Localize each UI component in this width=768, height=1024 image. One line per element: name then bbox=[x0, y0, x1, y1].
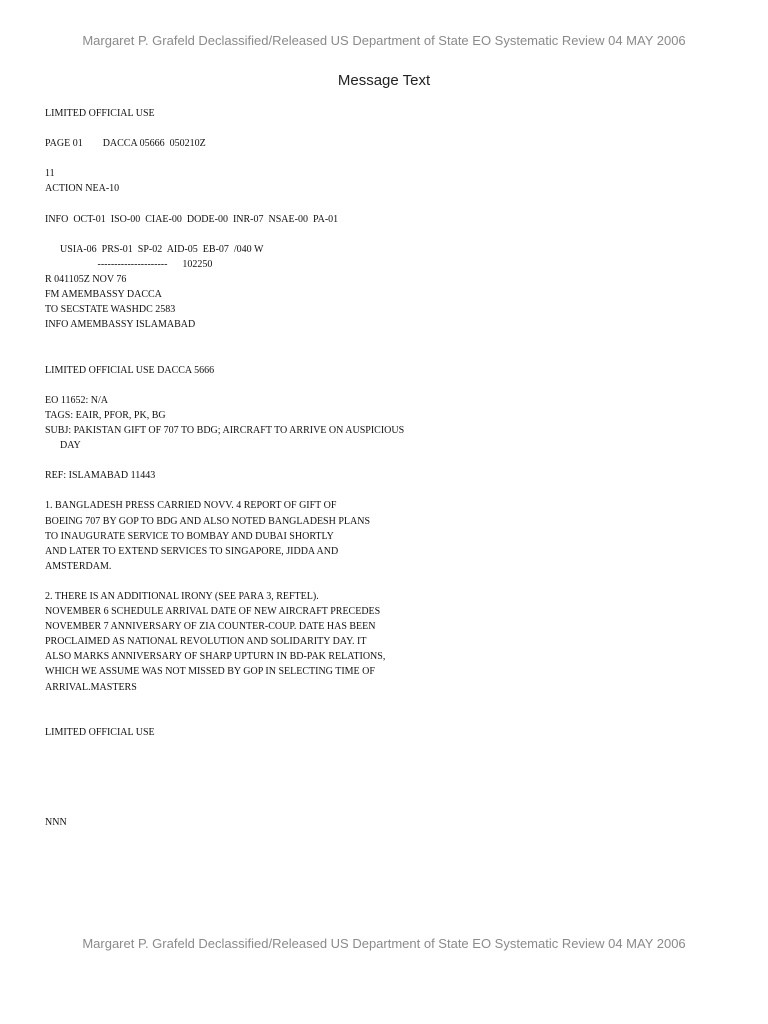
blank-line bbox=[45, 695, 725, 710]
blank-line bbox=[45, 755, 725, 770]
blank-line bbox=[45, 348, 725, 363]
message-line: LIMITED OFFICIAL USE DACCA 5666 bbox=[45, 364, 215, 376]
message-line: ACTION NEA-10 bbox=[45, 183, 120, 195]
message-line: NOVEMBER 7 ANNIVERSARY OF ZIA COUNTER-COUP. DATE HAS BEEN bbox=[45, 621, 376, 633]
blank-line bbox=[45, 785, 725, 800]
message-line: LIMITED OFFICIAL USE bbox=[45, 726, 155, 738]
message-line: BOEING 707 BY GOP TO BDG AND ALSO NOTED BANGLADESH PLANS bbox=[45, 515, 371, 527]
message-line: SUBJ: PAKISTAN GIFT OF 707 TO BDG; AIRCRAFT TO ARRIVE ON AUSPICIOUS bbox=[45, 424, 405, 436]
message-line: AND LATER TO EXTEND SERVICES TO SINGAPORE, JIDDA AND bbox=[45, 545, 339, 557]
message-line: --------------------- 102250 bbox=[45, 258, 213, 270]
message-line: DAY bbox=[45, 440, 81, 452]
blank-line bbox=[45, 197, 725, 212]
blank-line bbox=[45, 151, 725, 166]
declassification-stamp-bottom: Margaret P. Grafeld Declassified/Released US Department of State EO Systematic Review 04 MAY 2006 bbox=[82, 936, 686, 951]
message-line: 2. THERE IS AN ADDITIONAL IRONY (SEE PARA 3, REFTEL). bbox=[45, 591, 319, 602]
message-line: NNN bbox=[45, 817, 67, 829]
blank-line bbox=[45, 483, 725, 498]
blank-line bbox=[45, 574, 725, 589]
message-line: INFO OCT-01 ISO-00 CIAE-00 DODE-00 INR-07 NSAE-00 PA-01 bbox=[45, 213, 339, 225]
blank-line bbox=[45, 378, 725, 393]
message-body bbox=[45, 106, 725, 831]
declassification-stamp-top: Margaret P. Grafeld Declassified/Released US Department of State EO Systematic Review 04 MAY 2006 bbox=[82, 33, 686, 48]
message-line: WHICH WE ASSUME WAS NOT MISSED BY GOP IN SELECTING TIME OF bbox=[45, 666, 375, 678]
message-line: USIA-06 PRS-01 SP-02 AID-05 EB-07 /040 W bbox=[45, 243, 264, 255]
message-line: 1. BANGLADESH PRESS CARRIED NOVV. 4 REPORT OF GIFT OF bbox=[45, 500, 337, 512]
message-line: ARRIVAL.MASTERS bbox=[45, 681, 137, 693]
message-line: TO SECSTATE WASHDC 2583 bbox=[45, 304, 176, 316]
page-title: Message Text bbox=[337, 72, 431, 89]
message-line: 11 bbox=[45, 168, 55, 180]
message-line: TO INAUGURATE SERVICE TO BOMBAY AND DUBAI SHORTLY bbox=[45, 530, 334, 542]
blank-line bbox=[45, 740, 725, 755]
blank-line bbox=[45, 710, 725, 725]
message-line: NOVEMBER 6 SCHEDULE ARRIVAL DATE OF NEW AIRCRAFT PRECEDES bbox=[45, 606, 381, 618]
blank-line bbox=[45, 227, 725, 242]
message-line: ALSO MARKS ANNIVERSARY OF SHARP UPTURN IN BD-PAK RELATIONS, bbox=[45, 651, 386, 663]
message-line: EO 11652: N/A bbox=[45, 394, 108, 406]
message-line: PAGE 01 DACCA 05666 050210Z bbox=[45, 138, 206, 150]
message-line: REF: ISLAMABAD 11443 bbox=[45, 470, 156, 482]
message-line: LIMITED OFFICIAL USE bbox=[45, 108, 155, 119]
message-line: R 041105Z NOV 76 bbox=[45, 274, 127, 286]
blank-line bbox=[45, 121, 725, 136]
message-line: AMSTERDAM. bbox=[45, 560, 112, 572]
blank-line bbox=[45, 770, 725, 785]
message-line: PROCLAIMED AS NATIONAL REVOLUTION AND SOLIDARITY DAY. IT bbox=[45, 636, 367, 648]
message-line: FM AMEMBASSY DACCA bbox=[45, 289, 162, 301]
blank-line bbox=[45, 332, 725, 347]
blank-line bbox=[45, 453, 725, 468]
message-line: INFO AMEMBASSY ISLAMABAD bbox=[45, 319, 196, 331]
message-line: TAGS: EAIR, PFOR, PK, BG bbox=[45, 409, 166, 421]
blank-line bbox=[45, 800, 725, 815]
